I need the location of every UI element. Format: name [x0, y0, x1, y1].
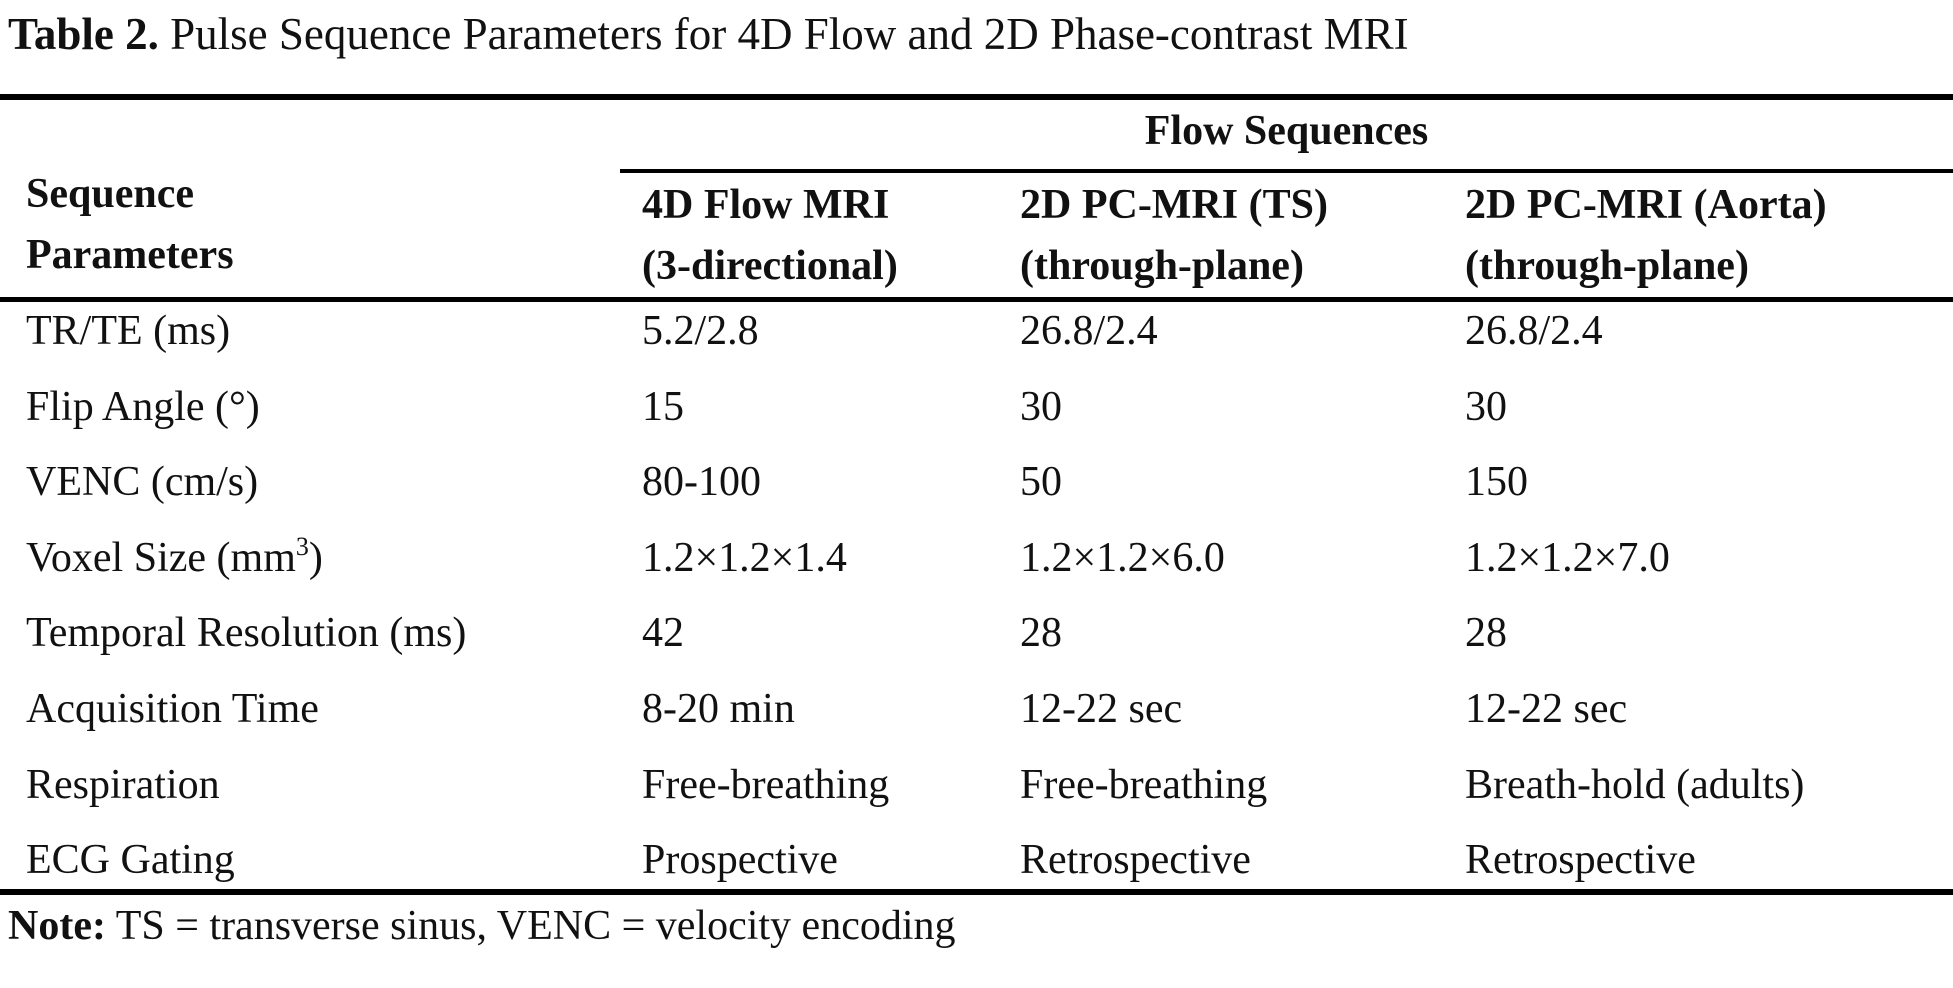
table-cell: 26.8/2.4: [1020, 308, 1158, 354]
table-cell: 5.2/2.8: [642, 308, 759, 354]
bottom-rule: [0, 889, 1953, 895]
table-cell: 42: [642, 610, 684, 657]
superscript: 3: [295, 531, 309, 561]
group-header: Flow Sequences: [1144, 108, 1429, 154]
table-cell: 1.2×1.2×1.4: [642, 534, 847, 581]
table-cell: Retrospective: [1465, 837, 1696, 884]
note-text: TS = transverse sinus, VENC = velocity encoding: [105, 903, 956, 949]
column-header-line: 2D PC-MRI (TS): [1020, 182, 1328, 228]
table-cell: 26.8/2.4: [1465, 308, 1603, 354]
column-header-2d-pc-aorta: [1465, 175, 1827, 297]
row-label: Flip Angle (°): [26, 383, 260, 430]
table-cell: 1.2×1.2×6.0: [1020, 534, 1225, 581]
table-cell: Prospective: [642, 837, 838, 884]
table-row: [0, 529, 1953, 605]
table-cell: 12-22 sec: [1020, 685, 1183, 732]
row-label-text: ): [308, 534, 323, 581]
table-cell: 8-20 min: [642, 685, 795, 732]
table-cell: 28: [1465, 610, 1507, 657]
table-cell: 30: [1465, 383, 1507, 430]
row-header: [26, 164, 234, 286]
table-cell: 15: [642, 383, 684, 430]
top-rule: [0, 94, 1953, 100]
note-label: Note:: [8, 903, 106, 949]
table-row: [0, 680, 1953, 756]
column-header-line: 2D PC-MRI (Aorta): [1465, 182, 1827, 228]
table-cell: Free-breathing: [1020, 761, 1268, 808]
table-cell: 1.2×1.2×7.0: [1465, 534, 1670, 581]
column-header-line: (through-plane): [1465, 243, 1749, 289]
table-cell: 28: [1020, 610, 1062, 657]
row-label: TR/TE (ms): [26, 308, 231, 354]
table-cell: 80-100: [642, 459, 761, 506]
table-cell: 50: [1020, 459, 1062, 506]
table-row: [0, 378, 1953, 454]
row-header-line: Parameters: [26, 232, 234, 278]
table-cell: Breath-hold (adults): [1465, 761, 1805, 808]
column-header-line: 4D Flow MRI: [642, 182, 890, 228]
table-cell: 30: [1020, 383, 1062, 430]
row-label: ECG Gating: [26, 837, 235, 884]
column-header-2d-pc-ts: [1020, 175, 1328, 297]
table-row: [0, 302, 1953, 378]
row-label: [26, 529, 323, 587]
table-caption: [8, 6, 1409, 62]
row-header-line: Sequence: [26, 171, 194, 217]
table-body: [0, 302, 1953, 907]
row-label-text: Voxel Size (mm: [26, 534, 296, 581]
table-cell: 12-22 sec: [1465, 685, 1628, 732]
group-header-rule: [620, 169, 1953, 173]
table-note: [8, 897, 956, 955]
table-row: [0, 831, 1953, 907]
row-label: Acquisition Time: [26, 685, 319, 732]
table-row: [0, 604, 1953, 680]
table-cell: Free-breathing: [642, 761, 890, 808]
column-header-line: (3-directional): [642, 243, 898, 289]
row-label: VENC (cm/s): [26, 459, 259, 506]
column-header-4d-flow: [642, 175, 898, 297]
table-cell: Retrospective: [1020, 837, 1251, 884]
table-row: [0, 453, 1953, 529]
caption-label: Table 2.: [8, 9, 159, 59]
caption-text: Pulse Sequence Parameters for 4D Flow and 2D Phase-contrast MRI: [158, 9, 1409, 59]
row-label: Temporal Resolution (ms): [26, 610, 467, 657]
row-label: Respiration: [26, 761, 220, 808]
table-cell: 150: [1465, 459, 1528, 506]
column-header-line: (through-plane): [1020, 243, 1304, 289]
table-row: [0, 756, 1953, 832]
